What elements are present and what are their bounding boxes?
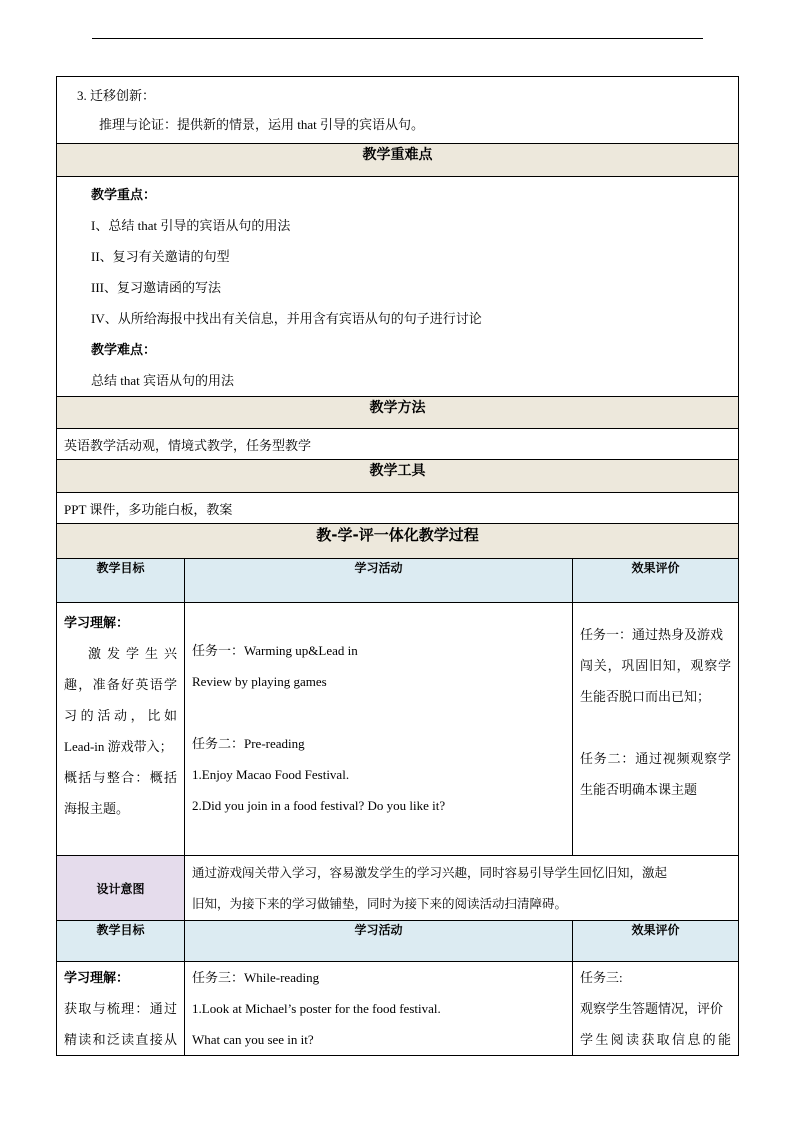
design-intent-label: 设计意图	[57, 856, 185, 921]
goal-line: 概括与整合：概括	[64, 770, 177, 785]
header-eval: 效果评价	[573, 921, 739, 962]
intro-line-2: 推理与论证：提供新的情景，运用 that 引导的宾语从句。	[99, 117, 424, 132]
method-header	[57, 397, 739, 429]
eval-line: 学生阅读获取信息的能	[580, 1032, 732, 1047]
goal-line: 海报主题。	[64, 801, 130, 816]
header-goal: 教学目标	[57, 559, 185, 603]
focus-item: I、总结 that 引导的宾语从句的用法	[91, 218, 291, 233]
key-points-row	[57, 177, 739, 397]
difficulty-text: 总结 that 宾语从句的用法	[91, 373, 234, 388]
eval-line: 闯关，巩固旧知，观察学	[580, 658, 732, 673]
design-intent-line: 通过游戏闯关带入学习，容易激发学生的学习兴趣，同时容易引导学生回忆旧知，激起	[192, 866, 668, 880]
intro-row	[57, 77, 739, 144]
focus-item: IV、从所给海报中找出有关信息，并用含有宾语从句的句子进行讨论	[91, 311, 482, 326]
activity-line: 1.Look at Michael’s poster for the food festival.	[192, 1001, 441, 1016]
header-activity: 学习活动	[185, 559, 573, 603]
method-text: 英语教学活动观，情境式教学，任务型教学	[64, 437, 312, 453]
intro-line-1: 3. 迁移创新：	[77, 88, 156, 103]
eval-line: 任务一：通过热身及游戏	[580, 627, 724, 642]
goal-label: 学习理解：	[64, 970, 130, 985]
activity-cell	[185, 603, 573, 856]
activity-line	[192, 697, 565, 728]
lesson-plan-table	[56, 76, 739, 1056]
tools-text: PPT 课件，多功能白板，教案	[64, 501, 233, 517]
goal-line: 激 发 学 生 兴	[88, 646, 177, 661]
eval-line: 任务二：通过视频观察学	[580, 751, 732, 766]
method-row	[57, 429, 739, 460]
key-points-header	[57, 144, 739, 177]
activity-line: What can you see in it?	[192, 1032, 314, 1047]
key-points-title: 教学重难点	[57, 144, 739, 177]
design-intent-row	[57, 856, 739, 921]
goal-cell	[57, 962, 185, 1056]
tools-row	[57, 493, 739, 524]
activity-line: Review by playing games	[192, 674, 327, 689]
goal-line: 精读和泛读直接从	[64, 1032, 177, 1047]
focus-item: III、复习邀请函的写法	[91, 280, 221, 295]
focus-label: 教学重点：	[91, 187, 157, 202]
goal-line: Lead-in 游戏带入；	[64, 739, 173, 754]
focus-item: II、复习有关邀请的句型	[91, 249, 230, 264]
goal-cell	[57, 603, 185, 856]
activity-line: 任务一：Warming up&Lead in	[192, 643, 358, 658]
difficulty-label: 教学难点：	[91, 342, 157, 357]
process-block-2	[57, 962, 739, 1056]
activity-line: 2.Did you join in a food festival? Do you like it?	[192, 798, 446, 813]
eval-line: 任务三:	[580, 970, 623, 985]
eval-line: 观察学生答题情况，评价	[580, 1001, 724, 1016]
goal-line: 获取与梳理：通过	[64, 1001, 177, 1016]
header-rule	[92, 38, 703, 39]
eval-line: 生能否明确本课主题	[580, 782, 698, 797]
eval-line: 生能否脱口而出已知；	[580, 689, 711, 704]
process-block-1	[57, 603, 739, 856]
header-activity: 学习活动	[185, 921, 573, 962]
activity-line: 任务二：Pre-reading	[192, 736, 305, 751]
column-header-row	[57, 559, 739, 603]
design-intent-line: 旧知，为接下来的学习做铺垫，同时为接下来的阅读活动扫清障碍。	[192, 897, 568, 911]
tools-title: 教学工具	[57, 460, 739, 493]
header-eval: 效果评价	[573, 559, 739, 603]
activity-line: 任务三：While-reading	[192, 970, 320, 985]
eval-cell	[573, 962, 739, 1056]
process-title: 教-学-评一体化教学过程	[57, 524, 739, 559]
design-intent-cell	[185, 856, 739, 921]
method-title: 教学方法	[57, 397, 739, 429]
activity-cell	[185, 962, 573, 1056]
header-goal: 教学目标	[57, 921, 185, 962]
eval-cell	[573, 603, 739, 856]
tools-header	[57, 460, 739, 493]
column-header-row-2	[57, 921, 739, 962]
process-header	[57, 524, 739, 559]
goal-line: 习 的 活 动 ， 比 如	[64, 708, 177, 723]
activity-line: 1.Enjoy Macao Food Festival.	[192, 767, 350, 782]
eval-line	[580, 712, 731, 743]
goal-label: 学习理解：	[64, 615, 130, 630]
goal-line: 趣，准备好英语学	[64, 677, 177, 692]
